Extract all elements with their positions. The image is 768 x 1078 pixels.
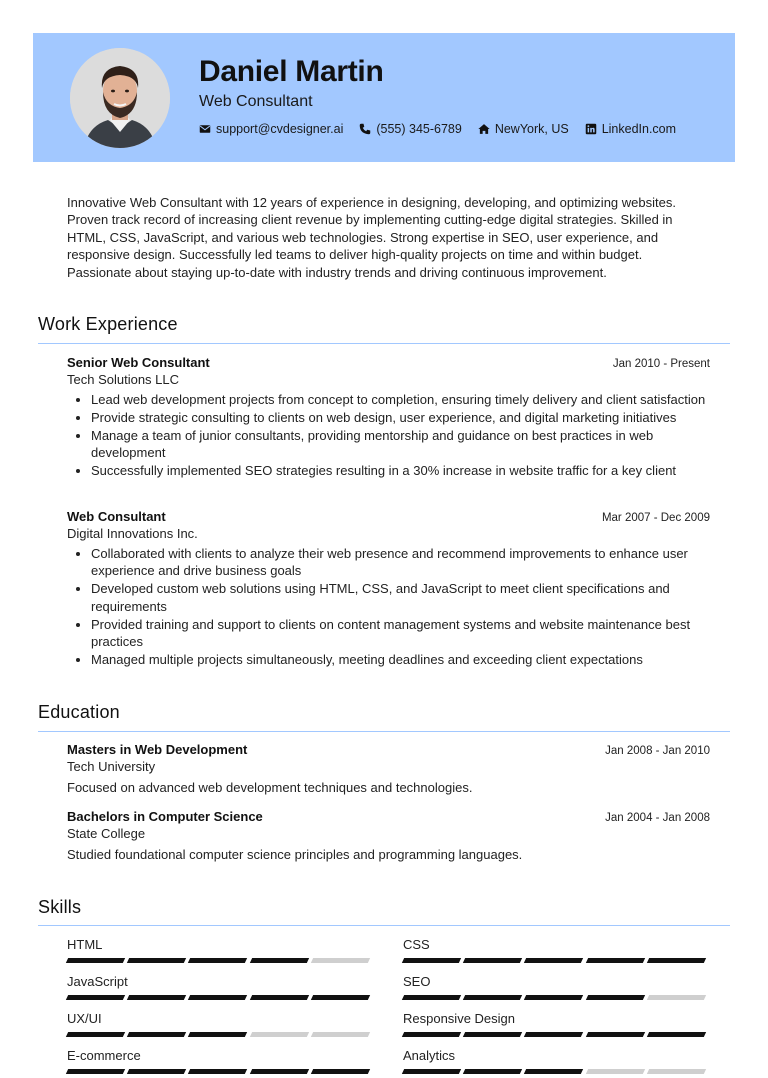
education-date: Jan 2004 - Jan 2008: [605, 812, 710, 824]
skill-level-segment-filled: [463, 958, 523, 963]
degree-title: Masters in Web Development: [67, 742, 248, 757]
contact-phone-text: (555) 345-6789: [376, 122, 462, 136]
skill-level-segment-filled: [188, 1032, 248, 1037]
contact-row: [199, 122, 692, 136]
skill-item: [67, 974, 373, 1000]
skill-item: [403, 1011, 709, 1037]
job-bullet: • Provided training and support to clients on content management systems and website maintenance best practices: [91, 616, 710, 651]
skill-level-segment-filled: [402, 958, 462, 963]
skill-level-bar: [403, 995, 709, 1000]
degree-title: Bachelors in Computer Science: [67, 809, 263, 824]
skill-level-segment-filled: [402, 995, 462, 1000]
skill-name: Responsive Design: [403, 1011, 516, 1026]
skill-level-segment-filled: [66, 1069, 126, 1074]
skill-level-segment-empty: [585, 1069, 645, 1074]
job-title: Web Consultant: [67, 509, 166, 524]
section-divider: [38, 925, 730, 926]
contact-phone[interactable]: [359, 122, 461, 136]
skill-level-segment-filled: [524, 1069, 584, 1074]
skill-level-segment-filled: [463, 995, 523, 1000]
skill-name: SEO: [403, 974, 431, 989]
skill-name: JavaScript: [67, 974, 128, 989]
skill-level-segment-filled: [585, 958, 645, 963]
envelope-icon: [199, 123, 211, 135]
skill-level-segment-filled: [647, 1032, 707, 1037]
skill-level-segment-filled: [127, 958, 187, 963]
skill-name: HTML: [67, 937, 103, 952]
skill-level-segment-filled: [188, 1069, 248, 1074]
education-entry: [67, 742, 710, 795]
skill-level-segment-filled: [463, 1069, 523, 1074]
skill-item: [403, 937, 709, 963]
job-bullet: • Manage a team of junior consultants, providing mentorship and guidance on best practices in web development: [91, 427, 710, 462]
skill-level-segment-filled: [249, 1069, 309, 1074]
contact-location[interactable]: [478, 122, 569, 136]
skill-item: [67, 937, 373, 963]
skill-level-segment-filled: [311, 995, 371, 1000]
skill-name: Analytics: [403, 1048, 456, 1063]
section-title-education: Education: [38, 702, 120, 722]
section-title-skills: Skills: [38, 897, 82, 917]
skill-level-segment-filled: [127, 1069, 187, 1074]
skill-level-bar: [403, 958, 709, 963]
skill-item: [67, 1048, 373, 1074]
linkedin-icon: [585, 123, 597, 135]
skill-level-segment-filled: [249, 958, 309, 963]
education-entry: [67, 809, 710, 862]
home-icon: [478, 123, 490, 135]
skill-level-segment-filled: [66, 958, 126, 963]
job-title: Senior Web Consultant: [67, 355, 210, 370]
job-company: Tech Solutions LLC: [67, 372, 180, 387]
job-bullet: • Successfully implemented SEO strategies resulting in a 30% increase in website traffic for a key client: [91, 462, 710, 479]
skill-name: UX/UI: [67, 1011, 102, 1026]
contact-location-text: NewYork, US: [494, 122, 569, 136]
job-entry: [67, 509, 710, 669]
skill-level-segment-empty: [311, 1032, 371, 1037]
skill-name: CSS: [403, 937, 430, 952]
section-divider: [38, 343, 730, 344]
contact-email[interactable]: [199, 122, 343, 136]
skill-level-bar: [67, 958, 373, 963]
skill-level-segment-empty: [647, 995, 707, 1000]
skill-item: [67, 1011, 373, 1037]
education-description: Focused on advanced web development techniques and technologies.: [67, 780, 473, 795]
profile-summary: Innovative Web Consultant with 12 years of experience in designing, developing, and optimizing websites. Proven track record of increasing client revenue by implementing cutting-edge digital strategies. Skilled in HTML, CSS, JavaScript, and various web technologies. Strong expertise in SEO, user experience, and responsive design. Successfully led teams to deliver high-quality projects on time and within budget. Passionate about staying up-to-date with industry trends and driving continuous improvement.: [67, 195, 676, 280]
skill-level-bar: [403, 1069, 709, 1074]
skill-item: [403, 974, 709, 1000]
job-bullets: [67, 545, 710, 668]
contact-linkedin-text: LinkedIn.com: [601, 122, 677, 136]
education-date: Jan 2008 - Jan 2010: [605, 745, 710, 757]
skill-name: E-commerce: [67, 1048, 141, 1063]
avatar: [70, 48, 170, 148]
job-date: Jan 2010 - Present: [612, 358, 710, 370]
contact-email-text: support@cvdesigner.ai: [216, 122, 344, 136]
skill-level-segment-filled: [647, 958, 707, 963]
skill-level-segment-empty: [647, 1069, 707, 1074]
job-entry: [67, 355, 710, 480]
skill-level-segment-filled: [524, 958, 584, 963]
skill-level-segment-filled: [402, 1069, 462, 1074]
skill-level-segment-filled: [66, 1032, 126, 1037]
job-bullet: • Developed custom web solutions using HTML, CSS, and JavaScript to meet client specifications and requirements: [91, 580, 710, 615]
job-bullets: [67, 391, 710, 480]
candidate-role: Web Consultant: [199, 93, 313, 110]
header-banner: [33, 33, 735, 162]
skill-level-bar: [67, 1032, 373, 1037]
skill-level-segment-filled: [524, 995, 584, 1000]
education-description: Studied foundational computer science principles and programming languages.: [67, 847, 523, 862]
job-bullet: • Lead web development projects from concept to completion, ensuring timely delivery and client satisfaction: [91, 391, 710, 408]
skill-level-segment-filled: [402, 1032, 462, 1037]
job-bullet: • Collaborated with clients to analyze their web presence and recommend improvements to enhance user experience and drive business goals: [91, 545, 710, 580]
job-company: Digital Innovations Inc.: [67, 526, 198, 541]
skill-level-segment-empty: [311, 958, 371, 963]
section-divider: [38, 731, 730, 732]
skill-level-segment-filled: [311, 1069, 371, 1074]
candidate-name: Daniel Martin: [199, 55, 384, 88]
job-date: Mar 2007 - Dec 2009: [601, 512, 710, 524]
skill-level-bar: [403, 1032, 709, 1037]
skill-level-segment-filled: [127, 1032, 187, 1037]
job-bullet: • Managed multiple projects simultaneously, meeting deadlines and exceeding client expectations: [91, 651, 710, 668]
skill-level-segment-filled: [585, 1032, 645, 1037]
skill-level-segment-filled: [585, 995, 645, 1000]
section-title-work: Work Experience: [38, 314, 178, 334]
skill-level-bar: [67, 995, 373, 1000]
skill-level-segment-filled: [463, 1032, 523, 1037]
skill-item: [403, 1048, 709, 1074]
skill-level-bar: [67, 1069, 373, 1074]
skill-level-segment-filled: [524, 1032, 584, 1037]
skill-level-segment-filled: [188, 995, 248, 1000]
skill-level-segment-empty: [249, 1032, 309, 1037]
skill-level-segment-filled: [127, 995, 187, 1000]
skill-level-segment-filled: [66, 995, 126, 1000]
job-bullet: • Provide strategic consulting to clients on web design, user experience, and digital marketing initiatives: [91, 409, 710, 426]
school-name: State College: [67, 826, 146, 841]
contact-linkedin[interactable]: [585, 122, 676, 136]
skill-level-segment-filled: [249, 995, 309, 1000]
skill-level-segment-filled: [188, 958, 248, 963]
phone-icon: [359, 123, 371, 135]
profile-photo-icon: [70, 48, 170, 148]
school-name: Tech University: [67, 759, 156, 774]
